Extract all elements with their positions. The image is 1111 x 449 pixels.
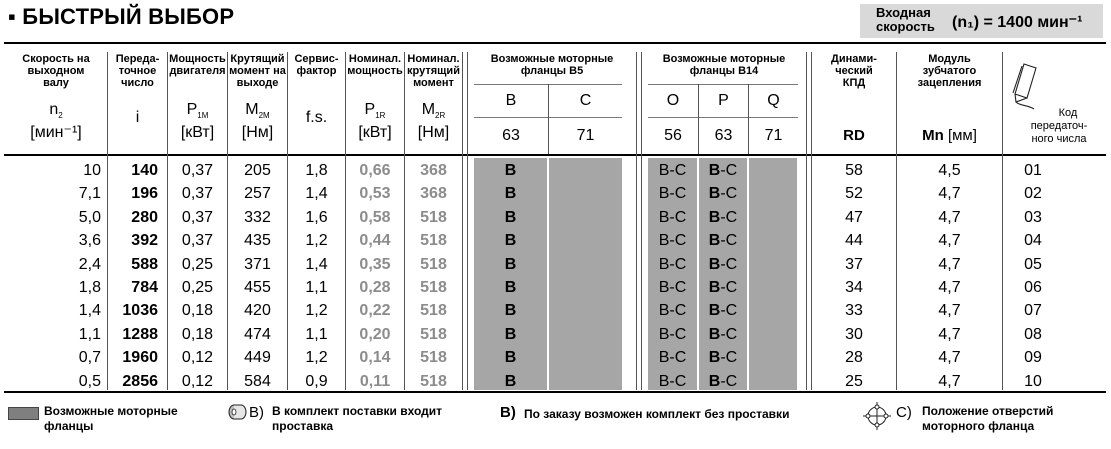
cell-p1r: 0,28 [359, 278, 391, 296]
legend-spacer-line2: проставка [272, 419, 334, 433]
cell-b14-p: B-C [708, 349, 738, 367]
header-p1r-line1: Номинал. [348, 53, 402, 65]
cell-mn: 4,7 [938, 302, 961, 320]
input-speed-value: (n₁) = 1400 мин⁻¹ [952, 14, 1083, 31]
cell-b5: B [504, 232, 517, 250]
legend-order-mark: B) [500, 404, 516, 421]
cell-m2m: 371 [244, 255, 271, 273]
cell-n2: 1,8 [78, 278, 101, 296]
cell-b14-p: B-C [708, 325, 738, 343]
cell-code: 04 [1024, 232, 1042, 250]
cell-p1r: 0,22 [359, 302, 391, 320]
header-p1m-line2: двигателя [169, 65, 226, 77]
cell-mn: 4,7 [938, 185, 961, 203]
cell-fs: 1,1 [305, 325, 328, 343]
cell-b5: B [504, 255, 517, 273]
cell-p1r: 0,66 [359, 162, 391, 179]
header-code [1012, 107, 1106, 146]
flange-holes-icon [862, 401, 892, 431]
cell-b5: B [504, 185, 517, 203]
header-m2r-symbol: M [421, 101, 436, 118]
cell-p1m: 0,18 [181, 325, 214, 343]
cell-i: 1036 [122, 302, 158, 320]
cell-i: 588 [131, 255, 158, 273]
legend-spacer-line1: В комплект поставки входит [272, 404, 443, 418]
cell-m2m: 332 [244, 208, 271, 226]
cell-code: 07 [1024, 302, 1042, 320]
cell-m2r: 368 [420, 185, 447, 203]
header-code-line3: ного числа [1031, 133, 1087, 145]
header-p1r-line2: мощность [347, 65, 403, 77]
cell-b5: B [504, 162, 517, 179]
header-fs [288, 53, 345, 126]
legend-holes-line1: Положение отверстий [922, 404, 1054, 418]
cell-code: 05 [1024, 255, 1042, 273]
flange-b14-col-p: P [718, 92, 729, 109]
header-rd-line2: ческий [835, 65, 873, 77]
header-mn-symbol: Mn [922, 127, 944, 144]
legend-spacer [272, 404, 442, 434]
header-p1r [346, 53, 404, 141]
table-row [0, 206, 1111, 229]
legend-flange-swatch [8, 407, 39, 420]
cell-b14-p: B-C [708, 302, 738, 320]
header-m2m-line1: Крутящий [230, 53, 285, 65]
header-i-symbol: i [135, 109, 140, 126]
header-m2m-sub: 2M [258, 111, 270, 121]
header-n2-line1: Скорость на [22, 53, 90, 65]
cell-b14-o: B-C [658, 232, 687, 250]
cell-fs: 1,2 [305, 349, 328, 367]
cell-m2m: 474 [244, 325, 271, 343]
cell-rd: 33 [845, 302, 863, 320]
flange-b14-size-56: 56 [664, 127, 682, 144]
cell-b5: B [504, 302, 517, 320]
cell-p1m: 0,25 [181, 255, 214, 273]
cell-mn: 4,7 [938, 255, 961, 273]
header-fs-line2: фактор [296, 65, 337, 77]
cell-fs: 1,2 [305, 302, 328, 320]
cell-b14-p: B-C [708, 278, 738, 296]
cell-rd: 37 [845, 255, 863, 273]
header-p1m-sub: 1M [197, 111, 209, 121]
header-p1m-symbol: P [186, 101, 198, 118]
cell-fs: 1,1 [305, 278, 328, 296]
header-i-line1: Переда- [115, 53, 160, 65]
cell-code: 10 [1024, 372, 1042, 390]
cell-fs: 1,4 [305, 185, 328, 203]
cell-p1r: 0,44 [359, 232, 391, 250]
flange-b14-size-63: 63 [714, 127, 733, 144]
header-m2r [405, 53, 462, 141]
cell-n2: 5,0 [78, 208, 101, 226]
cell-i: 196 [131, 185, 158, 203]
cell-b14-p: B-C [708, 232, 738, 250]
header-m2r-sub: 2R [435, 111, 446, 121]
table-row [0, 299, 1111, 322]
cell-p1m: 0,37 [181, 185, 214, 203]
cell-b14-o: B-C [658, 255, 687, 273]
header-rd-line1: Динами- [831, 53, 877, 65]
cell-b14-o: B-C [658, 302, 687, 320]
header-m2r-line3: момент [413, 77, 454, 89]
cell-rd: 52 [845, 185, 863, 203]
cell-m2r: 518 [420, 255, 447, 273]
flange-b14-col-q: Q [767, 92, 780, 109]
legend-flanges-line2: фланцы [44, 419, 94, 433]
flange-b5-size-63: 63 [502, 127, 520, 144]
cell-fs: 0,9 [305, 372, 328, 390]
cell-fs: 1,4 [305, 255, 328, 273]
table-body [0, 159, 1111, 393]
legend-holes-mark: C) [896, 404, 912, 421]
cell-fs: 1,2 [305, 232, 328, 250]
cell-m2r: 518 [420, 302, 447, 320]
flange-b5-size-71: 71 [576, 127, 595, 144]
cell-code: 02 [1024, 185, 1042, 203]
table-row [0, 159, 1111, 182]
cell-p1m: 0,37 [181, 208, 214, 226]
cell-p1m: 0,12 [181, 349, 214, 367]
cell-m2m: 435 [244, 232, 271, 250]
cell-m2r: 518 [420, 232, 447, 250]
pencil-icon [1010, 62, 1040, 112]
header-n2 [6, 53, 106, 141]
header-p1r-sub: 1R [375, 111, 386, 121]
cell-b14-p: B-C [708, 255, 738, 273]
header-b14-line1: Возможные моторные [662, 53, 786, 65]
cell-i: 784 [131, 278, 158, 296]
cell-p1m: 0,12 [181, 372, 214, 390]
cell-m2r: 518 [420, 208, 447, 226]
cell-m2m: 584 [244, 372, 271, 390]
cell-rd: 30 [845, 325, 863, 343]
cell-p1m: 0,25 [181, 278, 214, 296]
cell-rd: 25 [845, 372, 863, 390]
cell-b5: B [504, 278, 517, 296]
header-n2-line3: валу [43, 77, 69, 89]
cell-p1m: 0,37 [181, 162, 214, 179]
cell-rd: 47 [845, 208, 863, 226]
cell-b14-o: B-C [658, 349, 687, 367]
table-row [0, 370, 1111, 393]
spacer-icon [226, 404, 248, 420]
legend-spacer-mark: B) [249, 404, 264, 421]
flange-b14-col-o: O [666, 92, 680, 109]
header-p1r-symbol: P [364, 101, 376, 118]
cell-i: 140 [131, 162, 158, 179]
cell-mn: 4,7 [938, 278, 961, 296]
cell-m2r: 518 [420, 349, 447, 367]
cell-n2: 0,5 [78, 372, 101, 390]
table-row [0, 182, 1111, 205]
cell-m2m: 455 [244, 278, 271, 296]
cell-n2: 10 [83, 162, 101, 179]
header-m2r-line2: крутящий [407, 65, 460, 77]
cell-b14-o: B-C [658, 208, 687, 226]
cell-b14-o: B-C [658, 162, 687, 179]
cell-code: 06 [1024, 278, 1042, 296]
header-n2-unit: [мин⁻¹] [30, 124, 82, 142]
cell-i: 2856 [122, 372, 158, 390]
cell-m2m: 449 [244, 349, 271, 367]
header-m2m-symbol: M [245, 101, 259, 118]
header-p1m [168, 53, 227, 141]
table-row [0, 253, 1111, 276]
cell-b14-p: B-C [708, 162, 738, 179]
cell-fs: 1,8 [305, 162, 328, 179]
cell-b14-o: B-C [658, 325, 687, 343]
cell-m2r: 368 [420, 162, 447, 179]
header-n2-line2: выходном [27, 65, 85, 77]
cell-mn: 4,5 [938, 162, 961, 179]
cell-b14-o: B-C [658, 278, 687, 296]
header-n2-symbol: n [49, 101, 59, 118]
header-m2m-unit: [Нм] [241, 124, 274, 142]
cell-i: 280 [131, 208, 158, 226]
header-m2m-line2: момент на [229, 65, 286, 77]
cell-i: 392 [131, 232, 158, 250]
header-b5-line2: фланцы B5 [520, 65, 584, 77]
cell-b5: B [504, 349, 517, 367]
cell-mn: 4,7 [938, 232, 961, 250]
header-m2r-unit: [Нм] [417, 124, 450, 142]
table-row [0, 229, 1111, 252]
header-code-line2: передаточ- [1030, 120, 1088, 132]
cell-n2: 2,4 [78, 255, 101, 273]
legend-flanges [44, 404, 178, 434]
header-fs-symbol: f.s. [305, 109, 328, 126]
header-top-rule [4, 42, 1106, 44]
cell-i: 1960 [122, 349, 158, 367]
cell-mn: 4,7 [938, 208, 961, 226]
cell-p1m: 0,37 [181, 232, 214, 250]
flange-b14-size-71: 71 [764, 127, 783, 144]
cell-p1r: 0,14 [359, 349, 391, 367]
header-m2r-line1: Номинал. [407, 53, 460, 65]
table-row [0, 346, 1111, 369]
header-n2-sub: 2 [58, 111, 63, 121]
cell-m2r: 518 [420, 372, 447, 390]
cell-mn: 4,7 [938, 372, 961, 390]
cell-mn: 4,7 [938, 325, 961, 343]
legend-holes-line2: моторного фланца [922, 419, 1035, 433]
table-row [0, 323, 1111, 346]
cell-p1r: 0,11 [359, 372, 391, 390]
cell-p1r: 0,20 [359, 325, 391, 343]
header-m2m [228, 53, 287, 141]
header-bottom-rule [4, 154, 1106, 156]
header-p1r-unit: [кВт] [358, 124, 392, 142]
table-row [0, 276, 1111, 299]
flange-b5-col-c: C [579, 92, 592, 109]
legend-flanges-line1: Возможные моторные [44, 404, 178, 418]
header-rd-symbol: RD [843, 127, 865, 144]
cell-b14-p: B-C [708, 372, 738, 390]
cell-rd: 28 [845, 349, 863, 367]
cell-n2: 1,1 [78, 325, 101, 343]
header-mn-line2: зубчатого [922, 65, 977, 77]
cell-m2m: 420 [244, 302, 271, 320]
cell-b14-o: B-C [658, 372, 687, 390]
header-m2m-line3: выходе [236, 77, 279, 89]
header-b5 [468, 53, 636, 77]
cell-m2m: 257 [244, 185, 271, 203]
cell-p1r: 0,58 [359, 208, 391, 226]
header-i-line2: точное [118, 65, 157, 77]
cell-b5: B [504, 325, 517, 343]
header-p1m-unit: [кВт] [180, 124, 215, 142]
page-title: ▪ БЫСТРЫЙ ВЫБОР [8, 4, 235, 29]
input-speed-label-line2: скорость [876, 19, 935, 34]
header-fs-line1: Сервис- [294, 53, 339, 65]
cell-code: 08 [1024, 325, 1042, 343]
legend-holes [922, 404, 1053, 434]
header-b14-rule [648, 84, 798, 85]
cell-mn: 4,7 [938, 349, 961, 367]
header-b14 [642, 53, 806, 77]
header-mn-line1: Модуль [928, 53, 971, 65]
header-i [108, 53, 167, 126]
legend-order-text: По заказу возможен комплект без проставки [524, 407, 790, 421]
cell-i: 1288 [122, 325, 158, 343]
cell-p1m: 0,18 [181, 302, 214, 320]
cell-b14-p: B-C [708, 208, 738, 226]
cell-rd: 58 [845, 162, 863, 179]
input-speed-label [876, 6, 935, 34]
cell-code: 03 [1024, 208, 1042, 226]
header-mn-unit: [мм] [947, 127, 977, 144]
header-rd-line3: КПД [842, 77, 866, 89]
header-rd [812, 53, 896, 144]
cell-n2: 0,7 [78, 349, 101, 367]
header-b14-rule [648, 117, 798, 118]
cell-b5: B [504, 208, 517, 226]
cell-b14-p: B-C [708, 185, 738, 203]
cell-rd: 34 [845, 278, 863, 296]
header-mn [897, 53, 1002, 144]
cell-fs: 1,6 [305, 208, 328, 226]
cell-m2r: 518 [420, 325, 447, 343]
cell-code: 01 [1024, 162, 1042, 179]
header-code-line1: Код [1058, 107, 1078, 119]
flange-b5-col-b: B [505, 92, 517, 109]
header-mn-line3: зацепления [917, 77, 982, 89]
cell-p1r: 0,35 [359, 255, 391, 273]
cell-b14-o: B-C [658, 185, 687, 203]
cell-code: 09 [1024, 349, 1042, 367]
header-b5-line1: Возможные моторные [490, 53, 614, 65]
cell-b5: B [504, 372, 517, 390]
cell-m2r: 518 [420, 278, 447, 296]
header-b14-line2: фланцы B14 [689, 65, 759, 77]
header-p1m-line1: Мощность [169, 53, 226, 65]
cell-n2: 1,4 [78, 302, 101, 320]
cell-m2m: 205 [244, 162, 271, 179]
cell-p1r: 0,53 [359, 185, 391, 203]
cell-n2: 7,1 [78, 185, 101, 203]
cell-rd: 44 [845, 232, 863, 250]
header-i-line3: число [121, 77, 154, 89]
input-speed-label-line1: Входная [876, 5, 931, 20]
cell-n2: 3,6 [78, 232, 101, 250]
